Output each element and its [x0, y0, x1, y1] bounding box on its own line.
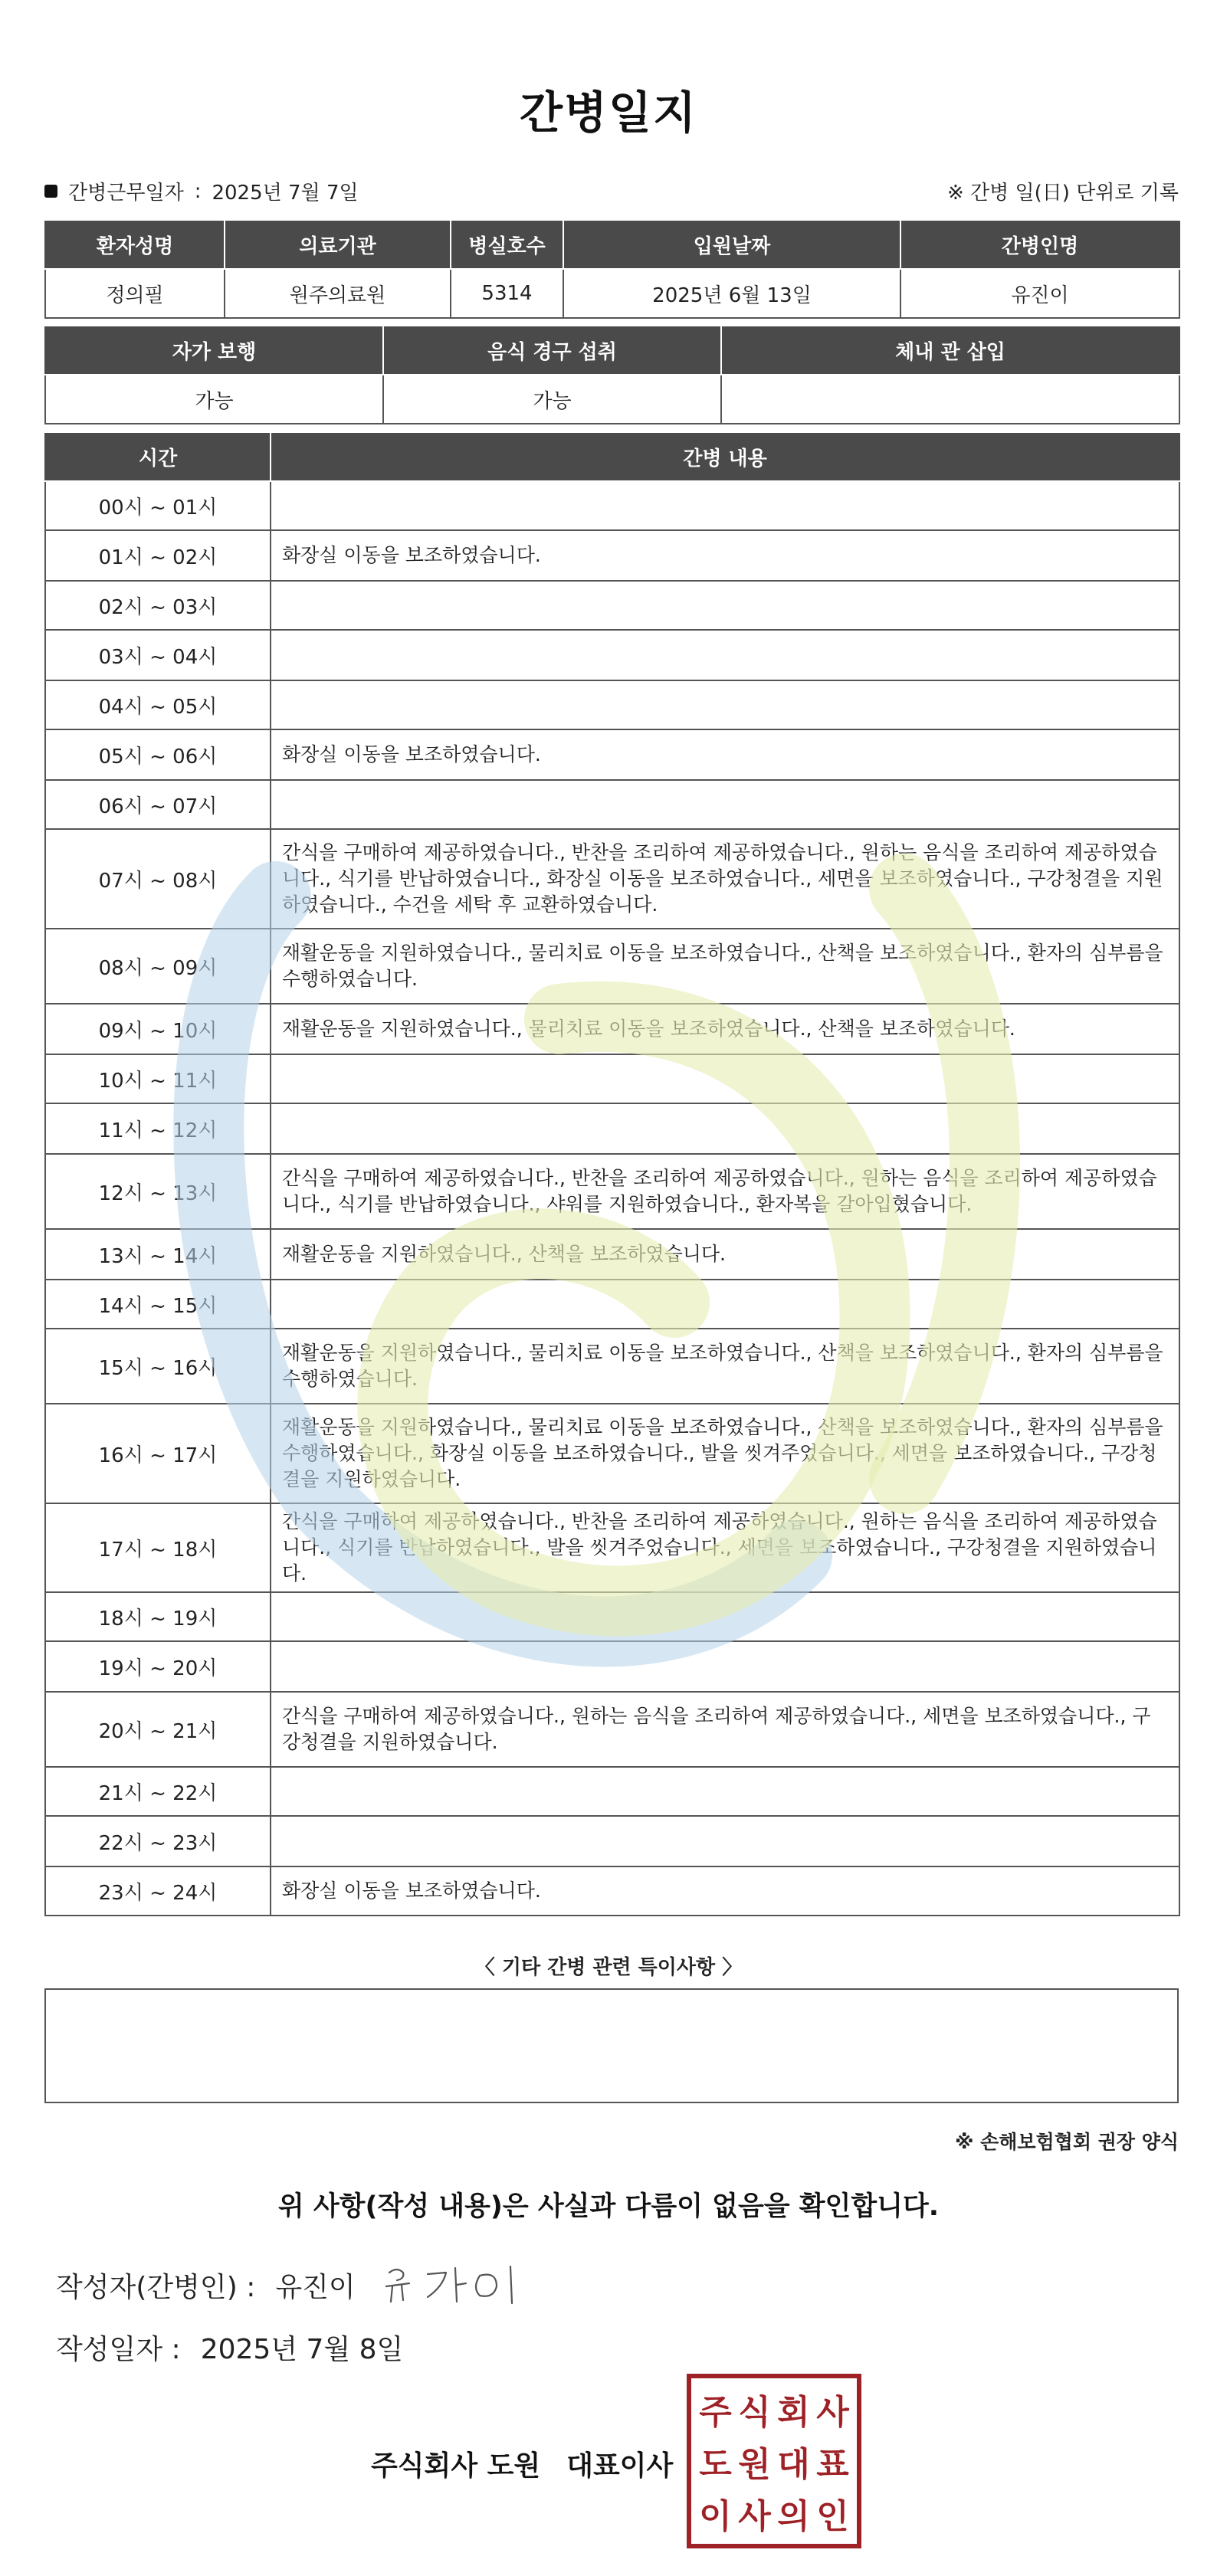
log-row	[45, 630, 1179, 680]
log-time-cell: 21시 ~ 22시	[45, 1767, 271, 1816]
seal-character: 이	[699, 2497, 732, 2536]
log-time-cell: 20시 ~ 21시	[45, 1692, 271, 1767]
square-bullet-icon	[44, 185, 57, 198]
oral-intake-value: 가능	[383, 375, 721, 424]
notes-title: 〈 기타 간병 관련 특이사항 〉	[474, 1956, 743, 1979]
header-care-content: 간병 내용	[271, 433, 1179, 481]
log-row	[45, 1503, 1179, 1592]
log-row	[45, 1004, 1179, 1054]
log-content-cell: 재활운동을 지원하였습니다., 물리치료 이동을 보조하였습니다., 산책을 보조하였습니다., 환자의 심부름을 수행하였습니다.	[271, 929, 1179, 1004]
log-time-cell: 16시 ~ 17시	[45, 1404, 271, 1503]
log-content-cell: 간식을 구매하여 제공하였습니다., 반찬을 조리하여 제공하였습니다., 원하는 음식을 조리하여 제공하였습니다., 식기를 반납하였습니다., 샤워를 지원하였습니다., 환자복을 갈아입혔습니다.	[271, 1154, 1179, 1229]
tube-insertion-value	[721, 375, 1179, 424]
header-hospital: 의료기관	[225, 221, 451, 269]
care-log-table	[44, 433, 1180, 1916]
log-time-cell: 07시 ~ 08시	[45, 829, 271, 929]
company-seal-icon	[687, 2374, 861, 2548]
log-time-cell: 04시 ~ 05시	[45, 680, 271, 729]
seal-character: 표	[816, 2445, 849, 2484]
writer-name: 유진이	[275, 2272, 356, 2303]
write-date-value: 2025년 7월 8일	[200, 2334, 404, 2365]
log-content-cell	[271, 1280, 1179, 1329]
log-row	[45, 1280, 1179, 1329]
log-time-cell: 18시 ~ 19시	[45, 1592, 271, 1641]
self-walking-value: 가능	[45, 375, 383, 424]
log-time-cell: 23시 ~ 24시	[45, 1866, 271, 1916]
log-content-cell	[271, 680, 1179, 729]
log-time-cell: 17시 ~ 18시	[45, 1503, 271, 1592]
log-time-cell: 12시 ~ 13시	[45, 1154, 271, 1229]
log-header-row	[45, 433, 1179, 481]
log-row	[45, 729, 1179, 780]
log-row	[45, 929, 1179, 1004]
room-number: 5314	[451, 269, 563, 318]
log-content-cell: 화장실 이동을 보조하였습니다.	[271, 1866, 1179, 1916]
log-row	[45, 829, 1179, 929]
unit-note: ※ 간병 일(日) 단위로 기록	[946, 182, 1179, 205]
notes-box	[44, 1988, 1179, 2103]
work-date-row	[44, 177, 1179, 208]
log-row	[45, 1329, 1179, 1404]
seal-character: 주	[699, 2393, 732, 2432]
log-content-cell	[271, 1641, 1179, 1692]
seal-character: 의	[777, 2497, 810, 2536]
seal-character: 인	[816, 2497, 849, 2536]
log-content-cell: 재활운동을 지원하였습니다., 물리치료 이동을 보조하였습니다., 산책을 보조하였습니다., 환자의 심부름을 수행하였습니다., 화장실 이동을 보조하였습니다., 발을 씻겨주었습니다., 세면을 보조하였습니다., 구강청결을 지원하였습니다.	[271, 1404, 1179, 1503]
header-self-walking: 자가 보행	[45, 326, 383, 375]
log-row	[45, 1592, 1179, 1641]
log-content-cell	[271, 1767, 1179, 1816]
log-content-cell: 재활운동을 지원하였습니다., 물리치료 이동을 보조하였습니다., 산책을 보조하였습니다., 환자의 심부름을 수행하였습니다.	[271, 1329, 1179, 1404]
log-content-cell	[271, 1592, 1179, 1641]
log-time-cell: 10시 ~ 11시	[45, 1054, 271, 1103]
header-tube-insertion: 체내 관 삽입	[721, 326, 1179, 375]
log-row	[45, 581, 1179, 630]
work-date	[44, 177, 359, 205]
seal-character: 사	[738, 2497, 771, 2536]
header-admission-date: 입원날짜	[563, 221, 900, 269]
log-time-cell: 06시 ~ 07시	[45, 780, 271, 829]
log-time-cell: 02시 ~ 03시	[45, 581, 271, 630]
log-time-cell: 19시 ~ 20시	[45, 1641, 271, 1692]
writer-label: 작성자(간병인) :	[56, 2272, 256, 2303]
status-header-row	[45, 326, 1179, 375]
confirm-statement: 위 사항(작성 내용)은 사실과 다름이 없음을 확인합니다.	[277, 2191, 940, 2222]
log-content-cell: 간식을 구매하여 제공하였습니다., 반찬을 조리하여 제공하였습니다., 원하는 음식을 조리하여 제공하였습니다., 식기를 반납하였습니다., 발을 씻겨주었습니다., 세면을 보조하였습니다., 구강청결을 지원하였습니다.	[271, 1503, 1179, 1592]
seal-character: 식	[738, 2393, 771, 2432]
log-time-cell: 03시 ~ 04시	[45, 630, 271, 680]
header-caregiver-name: 간병인명	[900, 221, 1179, 269]
work-date-separator: :	[194, 179, 202, 203]
header-time: 시간	[45, 433, 271, 481]
status-value-row	[45, 375, 1179, 424]
patient-info-table	[44, 221, 1180, 319]
log-content-cell	[271, 1103, 1179, 1154]
log-time-cell: 11시 ~ 12시	[45, 1103, 271, 1154]
patient-name: 정의필	[45, 269, 225, 318]
header-oral-intake: 음식 경구 섭취	[383, 326, 721, 375]
write-date-line	[56, 2328, 403, 2367]
log-time-cell: 22시 ~ 23시	[45, 1816, 271, 1866]
seal-character: 대	[777, 2445, 810, 2484]
log-time-cell: 00시 ~ 01시	[45, 481, 271, 530]
log-row	[45, 1866, 1179, 1916]
log-row	[45, 1816, 1179, 1866]
company-role: 대표이사	[566, 2450, 674, 2482]
log-row	[45, 1054, 1179, 1103]
seal-characters	[696, 2383, 852, 2539]
patient-info-header-row	[45, 221, 1179, 269]
log-time-cell: 05시 ~ 06시	[45, 729, 271, 780]
log-body	[45, 481, 1179, 1916]
log-content-cell	[271, 780, 1179, 829]
company-name: 주식회사 도원	[371, 2450, 541, 2482]
log-time-cell: 13시 ~ 14시	[45, 1229, 271, 1280]
seal-character: 회	[777, 2393, 810, 2432]
log-content-cell: 화장실 이동을 보조하였습니다.	[271, 729, 1179, 780]
log-content-cell	[271, 1816, 1179, 1866]
seal-character: 사	[816, 2393, 849, 2432]
log-row	[45, 1692, 1179, 1767]
log-row	[45, 780, 1179, 829]
write-date-label: 작성일자 :	[56, 2334, 181, 2365]
log-row	[45, 1103, 1179, 1154]
patient-info-value-row	[45, 269, 1179, 318]
log-content-cell	[271, 481, 1179, 530]
caregiver-name: 유진이	[900, 269, 1179, 318]
log-row	[45, 1229, 1179, 1280]
seal-character: 도	[699, 2445, 732, 2484]
log-row	[45, 481, 1179, 530]
log-content-cell: 간식을 구매하여 제공하였습니다., 원하는 음식을 조리하여 제공하였습니다., 세면을 보조하였습니다., 구강청결을 지원하였습니다.	[271, 1692, 1179, 1767]
patient-status-table	[44, 326, 1180, 424]
log-content-cell: 재활운동을 지원하였습니다., 물리치료 이동을 보조하였습니다., 산책을 보조하였습니다.	[271, 1004, 1179, 1054]
log-content-cell: 간식을 구매하여 제공하였습니다., 반찬을 조리하여 제공하였습니다., 원하는 음식을 조리하여 제공하였습니다., 식기를 반납하였습니다., 화장실 이동을 보조하였습니다., 세면을 보조하였습니다., 구강청결을 지원하였습니다., 수건을 세탁 후 교환하였습니다.	[271, 829, 1179, 929]
log-time-cell: 15시 ~ 16시	[45, 1329, 271, 1404]
seal-character: 원	[738, 2445, 771, 2484]
log-row	[45, 1404, 1179, 1503]
log-time-cell: 09시 ~ 10시	[45, 1004, 271, 1054]
header-room-number: 병실호수	[451, 221, 563, 269]
work-date-label: 간병근무일자	[68, 182, 184, 205]
log-time-cell: 01시 ~ 02시	[45, 530, 271, 581]
log-content-cell	[271, 1054, 1179, 1103]
signature-icon	[382, 2259, 527, 2312]
log-row	[45, 1767, 1179, 1816]
recommend-note: ※ 손해보험협회 권장 양식	[955, 2131, 1179, 2153]
log-row	[45, 530, 1179, 581]
log-content-cell	[271, 581, 1179, 630]
hospital-name: 원주의료원	[225, 269, 451, 318]
log-row	[45, 680, 1179, 729]
page-title: 간병일지	[519, 87, 698, 139]
log-row	[45, 1154, 1179, 1229]
log-content-cell: 재활운동을 지원하였습니다., 산책을 보조하였습니다.	[271, 1229, 1179, 1280]
writer-line	[56, 2266, 356, 2305]
admission-date: 2025년 6월 13일	[563, 269, 900, 318]
log-row	[45, 1641, 1179, 1692]
header-patient-name: 환자성명	[45, 221, 225, 269]
log-time-cell: 14시 ~ 15시	[45, 1280, 271, 1329]
work-date-value: 2025년 7월 7일	[212, 182, 359, 205]
log-content-cell	[271, 630, 1179, 680]
company-line	[371, 2444, 673, 2483]
log-content-cell: 화장실 이동을 보조하였습니다.	[271, 530, 1179, 581]
log-time-cell: 08시 ~ 09시	[45, 929, 271, 1004]
